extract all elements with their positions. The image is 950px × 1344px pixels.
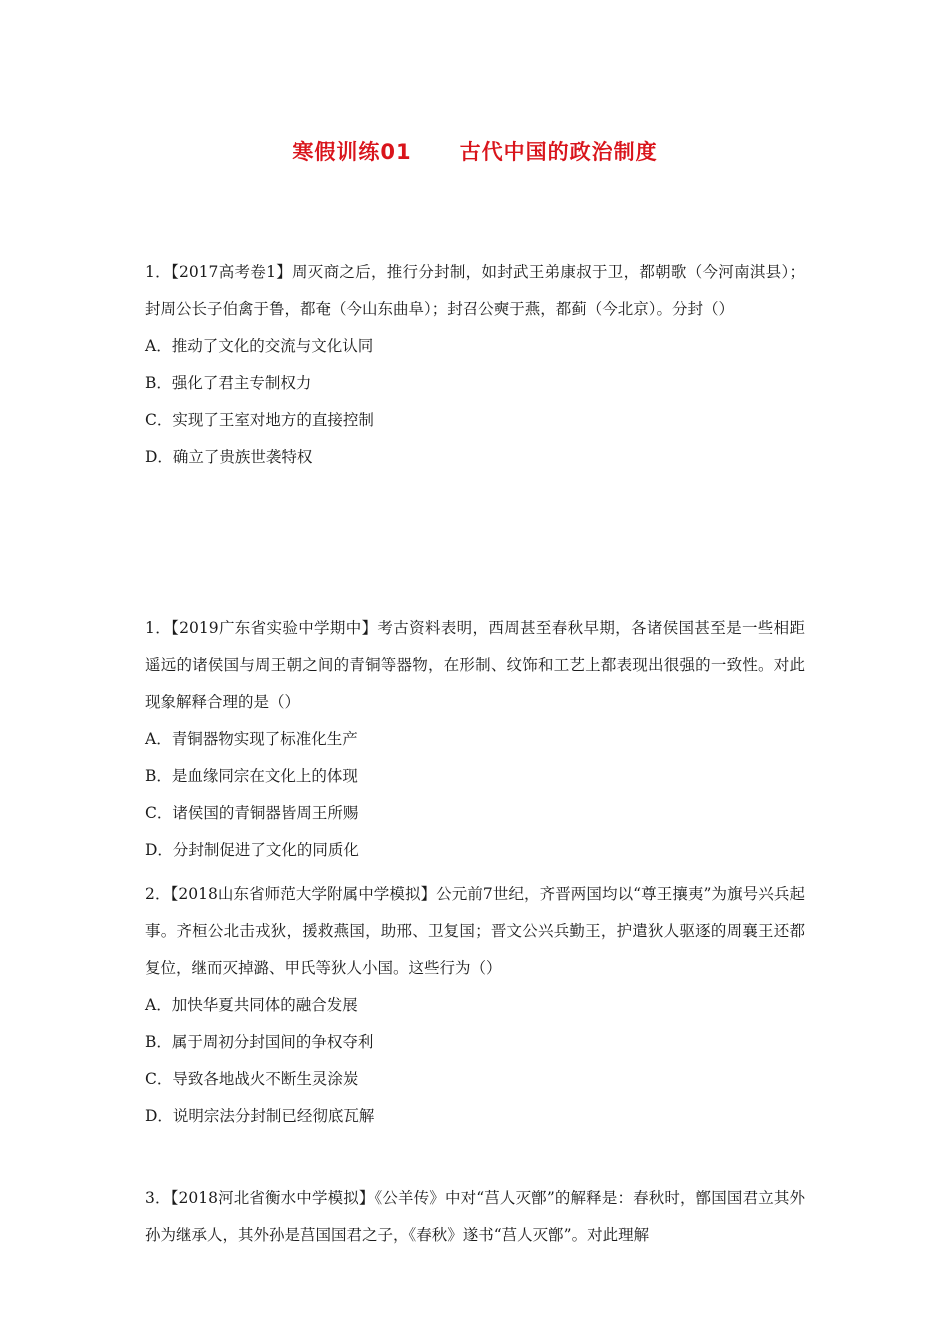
question-block [145,876,805,1135]
option-a: A．加快华夏共同体的融合发展 [145,996,358,1014]
question-stem: 2．【2018山东省师范大学附属中学模拟】公元前7世纪，齐晋两国均以“尊王攘夷”为旗号兴兵起事。齐桓公北击戎狄，援救燕国，助邢、卫复国；晋文公兴兵勤王，护遣狄人驱逐的周襄王还都复位，继而灭掉潞、甲氏等狄人小国。这些行为（） [145,885,805,977]
title-topic: 古代中国的政治制度 [459,140,658,164]
option-a: A．推动了文化的交流与文化认同 [145,337,374,355]
option-c: C．诸侯国的青铜器皆周王所赐 [145,804,359,822]
question-stem: 1．【2019广东省实验中学期中】考古资料表明，西周甚至春秋早期，各诸侯国甚至是一些相距遥远的诸侯国与周王朝之间的青铜等器物，在形制、纹饰和工艺上都表现出很强的一致性。对此现象解释合理的是（） [145,619,805,711]
option-d: D．说明宗法分封制已经彻底瓦解 [145,1107,375,1125]
option-c: C．导致各地战火不断生灵涂炭 [145,1070,359,1088]
question-block [145,254,805,476]
option-b: B．是血缘同宗在文化上的体现 [145,767,358,785]
question-stem: 1．【2017高考卷1】周灭商之后，推行分封制，如封武王弟康叔于卫，都朝歌（今河南淇县）；封周公长子伯禽于鲁，都奄（今山东曲阜）；封召公奭于燕，都蓟（今北京）。分封（） [145,263,805,318]
question-stem: 3．【2018河北省衡水中学模拟】《公羊传》中对“莒人灭鄫”的解释是：春秋时，鄫国国君立其外孙为继承人，其外孙是莒国国君之子，《春秋》遂书“莒人灭鄫”。对此理解 [145,1189,805,1244]
question-block [145,1180,805,1254]
title-series: 寒假训练01 [292,140,412,164]
option-d: D．确立了贵族世袭特权 [145,448,313,466]
option-b: B．强化了君主专制权力 [145,374,312,392]
option-c: C．实现了王室对地方的直接控制 [145,411,374,429]
option-b: B．属于周初分封国间的争权夺利 [145,1033,374,1051]
option-a: A．青铜器物实现了标准化生产 [145,730,358,748]
page-title [0,136,950,166]
question-block [145,610,805,869]
option-d: D．分封制促进了文化的同质化 [145,841,359,859]
